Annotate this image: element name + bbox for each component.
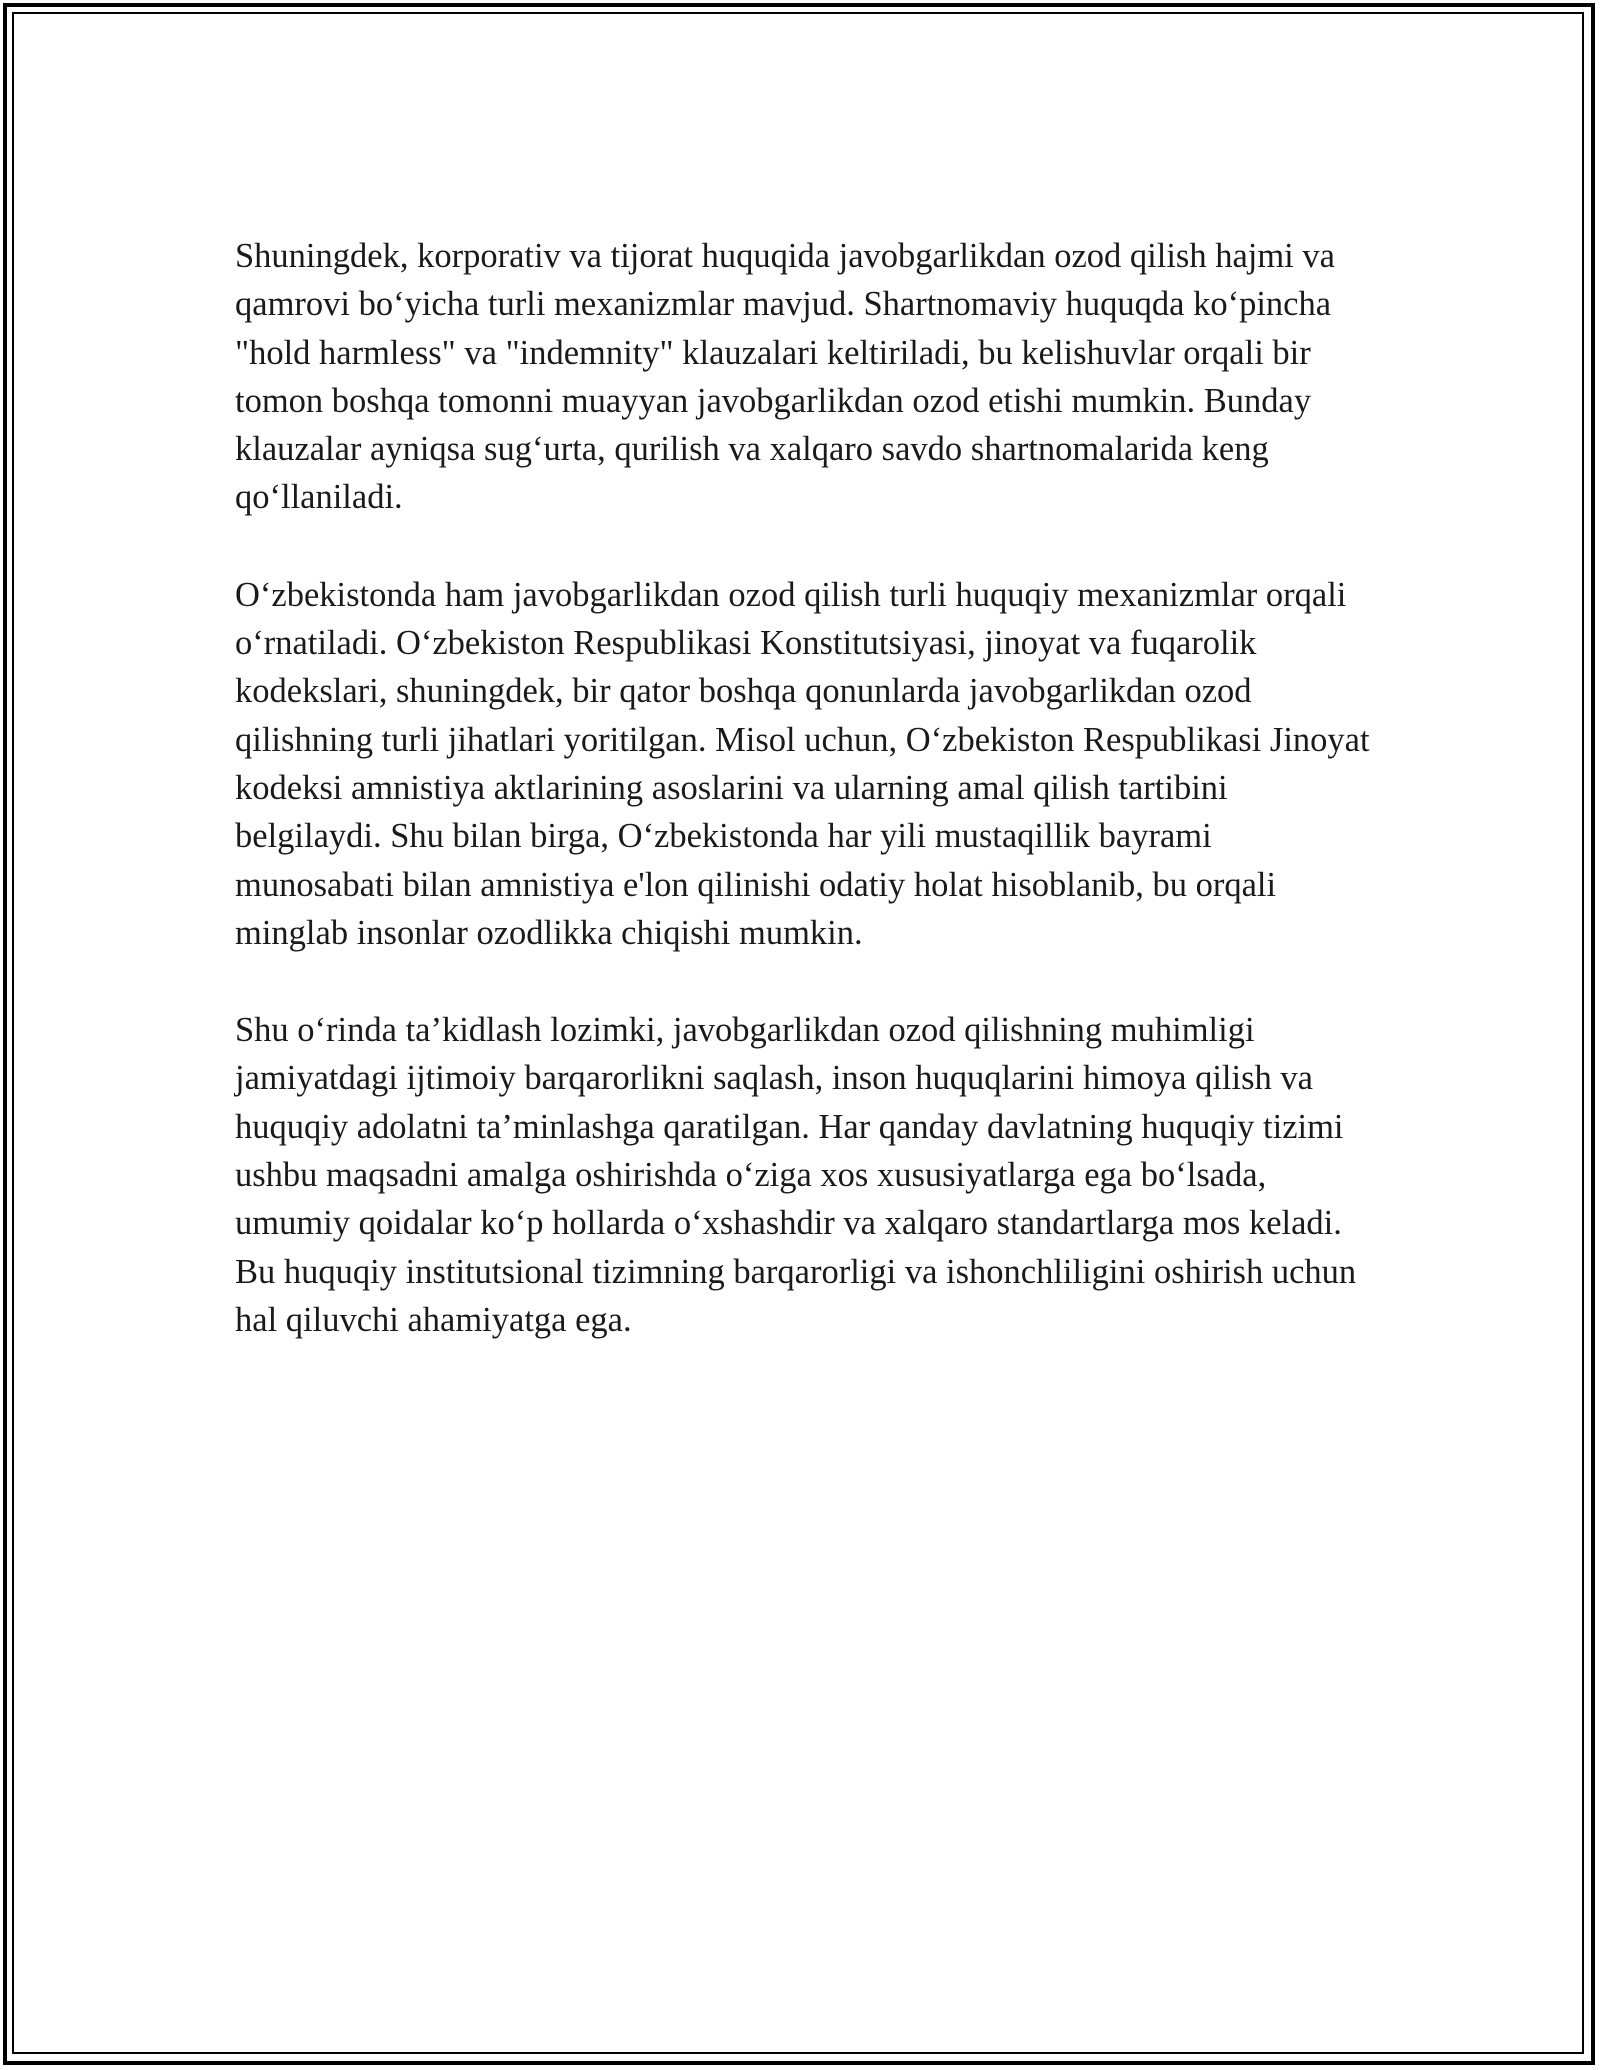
paragraph-3: Shu o‘rinda ta’kidlash lozimki, javobgarlikdan ozod qilishning muhimligi jamiyatdagi ijtimoiy barqarorlikni saqlash, inson huquqlarini himoya qilish va huquqiy adolatni ta’minlashga qaratilgan. Har qanday davlatning huquqiy tizimi ushbu maqsadni amalga oshirishda o‘ziga xos xususiyatlarga ega bo‘lsada, umumiy qoidalar ko‘p hollarda o‘xshashdir va xalqaro standartlarga mos keladi. Bu huquqiy institutsional tizimning barqarorligi va ishonchliligini oshirish uchun hal qiluvchi ahamiyatga ega. bbox=[235, 1011, 1357, 1339]
paragraph-1: Shuningdek, korporativ va tijorat huquqida javobgarlikdan ozod qilish hajmi va qamrovi bo‘yicha turli mexanizmlar mavjud. Shartnomaviy huquqda ko‘pincha "hold harmless" va "indemnity" klauzalari keltiriladi, bu kelishuvlar orqali bir tomon boshqa tomonni muayyan javobgarlikdan ozod etishi mumkin. Bunday klauzalar ayniqsa sug‘urta, qurilish va xalqaro savdo shartnomalarida keng qo‘llaniladi. bbox=[235, 237, 1335, 517]
document-body bbox=[235, 232, 1370, 1393]
paragraph-2: O‘zbekistonda ham javobgarlikdan ozod qilish turli huquqiy mexanizmlar orqali o‘rnatiladi. O‘zbekiston Respublikasi Konstitutsiyasi, jinoyat va fuqarolik kodekslari, shuningdek, bir qator boshqa qonunlarda javobgarlikdan ozod qilishning turli jihatlari yoritilgan. Misol uchun, O‘zbekiston Respublikasi Jinoyat kodeksi amnistiya aktlarining asoslarini va ularning amal qilish tartibini belgilaydi. Shu bilan birga, O‘zbekistonda har yili mustaqillik bayrami munosabati bilan amnistiya e'lon qilinishi odatiy holat hisoblanib, bu orqali minglab insonlar ozodlikka chiqishi mumkin. bbox=[235, 575, 1370, 952]
